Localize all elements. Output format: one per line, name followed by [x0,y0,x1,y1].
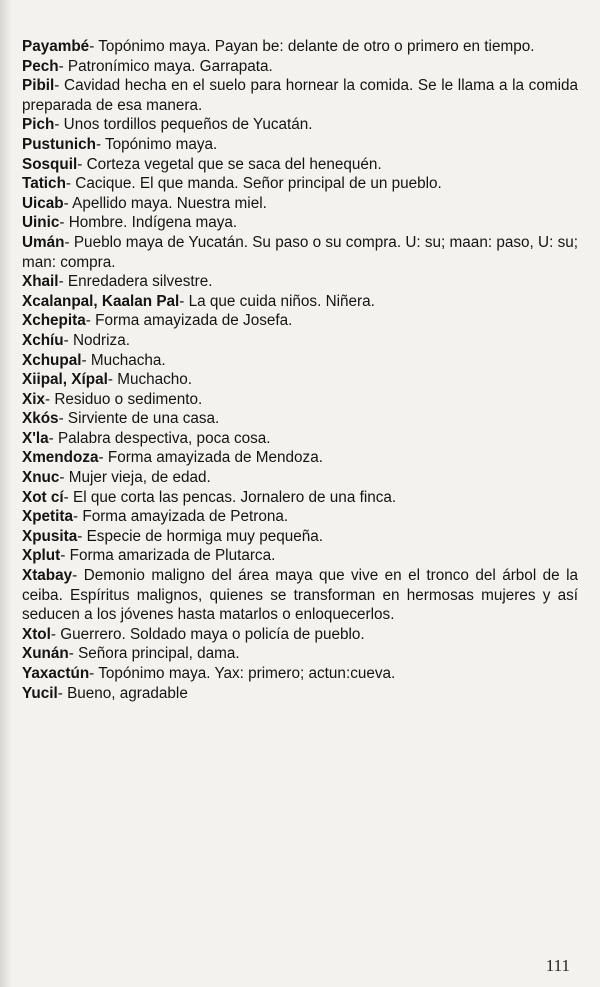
glossary-entry [22,37,578,57]
entry-definition: - Cavidad hecha en el suelo para hornear la comida. Se le llama a la comida preparada de esa manera. [22,77,578,114]
glossary-entry [22,644,578,664]
page-number: 111 [545,956,570,975]
glossary-entry [22,390,578,410]
glossary-entry [22,429,578,449]
entry-term: Xpetita [22,508,73,526]
entry-definition: - Forma amayizada de Petrona. [73,508,289,526]
entry-term: Yaxactún [22,665,90,682]
entry-definition: - Muchacho. [107,371,193,389]
glossary-entry [22,115,578,135]
entry-term: Sosquil [22,155,78,173]
entry-definition: - Topónimo maya. [95,135,218,153]
entry-term: Xmendoza [22,449,99,467]
glossary-entry [22,448,578,468]
glossary-entry [22,527,578,547]
entry-term: Xix [22,390,45,408]
entry-term: Xtabay [22,567,73,585]
entry-definition: - Guerrero. Soldado maya o policía de pueblo. [50,625,365,643]
glossary-entry [22,174,578,194]
entry-term: Uicab [22,194,64,212]
entry-term: Pibil [22,77,55,95]
page-edge-shadow [0,0,12,987]
entry-term: X'la [22,429,49,447]
entry-term: Umán [22,233,65,251]
entry-term: Xpusita [22,527,78,545]
entry-term: Payambé [22,38,90,55]
glossary-entry [22,468,578,488]
entry-term: Pich [22,116,55,134]
glossary-entry [22,351,578,371]
entry-term: Uinic [22,214,60,232]
glossary-entry [22,213,578,233]
glossary-entry [22,546,578,566]
entry-term: Xcalanpal, Kaalan Pal [22,292,180,310]
glossary-entry [22,311,578,331]
entry-definition: - Residuo o sedimento. [44,390,203,408]
entry-definition: - Forma amarizada de Plutarca. [60,547,276,565]
entry-term: Xiipal, Xípal [22,371,108,389]
entry-definition: - Pueblo maya de Yucatán. Su paso o su compra. U: su; maan: paso, U: su; man: compra. [22,233,578,271]
entry-definition: - La que cuida niños. Niñera. [179,292,375,310]
entry-definition: - Mujer vieja, de edad. [59,469,211,487]
entry-term: Tatich [22,175,66,193]
entry-definition: - Corteza vegetal que se saca del henequén. [77,155,382,173]
glossary-entry [22,57,578,77]
entry-term: Pustunich [22,135,96,153]
glossary-entry [22,488,578,508]
glossary-entry [22,135,578,155]
entry-definition: - Demonio maligno del área maya que vive en el tronco del árbol de la ceiba. Espíritus malignos, quienes se transforman en hermosas mujeres y así seducen a los jóvenes hasta matarlos o enloquecerlos. [22,567,578,624]
glossary-entry [22,292,578,312]
entry-term: Xnuc [22,469,60,487]
glossary-entry [22,664,578,684]
glossary-entry [22,684,578,704]
glossary-entry [22,370,578,390]
glossary-entry [22,409,578,429]
entry-definition: - Nodriza. [63,331,130,349]
entry-definition: - Palabra despectiva, poca cosa. [48,429,271,447]
glossary-entry [22,194,578,214]
entry-term: Xunán [22,645,69,663]
glossary-entry [22,566,578,625]
glossary-entry [22,272,578,292]
entry-definition: - Unos tordillos pequeños de Yucatán. [54,116,313,134]
glossary-entry [22,76,578,115]
glossary-list [22,37,578,703]
entry-definition: - El que corta las pencas. Jornalero de una finca. [63,488,397,506]
entry-definition: - Enredadera silvestre. [58,273,213,291]
entry-term: Xchíu [22,331,64,349]
glossary-entry [22,507,578,527]
entry-definition: - Especie de hormiga muy pequeña. [77,527,323,545]
entry-definition: - Bueno, agradable [57,684,188,702]
entry-definition: - Topónimo maya. Yax: primero; actun:cueva. [89,665,396,682]
entry-term: Xot cí [22,488,64,506]
entry-term: Xchepita [22,312,86,330]
entry-definition: - Señora principal, dama. [68,645,240,663]
entry-definition: - Topónimo maya. Payan be: delante de otro o primero en tiempo. [89,38,535,55]
glossary-entry [22,233,578,272]
entry-term: Xplut [22,547,61,565]
glossary-entry [22,625,578,645]
entry-definition: - Muchacha. [81,351,166,369]
glossary-entry [22,155,578,175]
entry-definition: - Sirviente de una casa. [58,410,220,428]
entry-definition: - Cacique. El que manda. Señor principal de un pueblo. [65,175,442,193]
glossary-entry [22,331,578,351]
entry-definition: - Patronímico maya. Garrapata. [58,57,273,75]
entry-definition: - Hombre. Indígena maya. [59,214,238,232]
entry-definition: - Forma amayizada de Mendoza. [98,449,323,467]
entry-definition: - Apellido maya. Nuestra miel. [63,194,267,212]
entry-definition: - Forma amayizada de Josefa. [85,312,293,330]
entry-term: Pech [22,57,59,75]
entry-term: Yucil [22,684,58,702]
entry-term: Xchupal [22,351,82,369]
entry-term: Xkós [22,410,59,428]
entry-term: Xtol [22,625,51,643]
entry-term: Xhail [22,273,59,291]
